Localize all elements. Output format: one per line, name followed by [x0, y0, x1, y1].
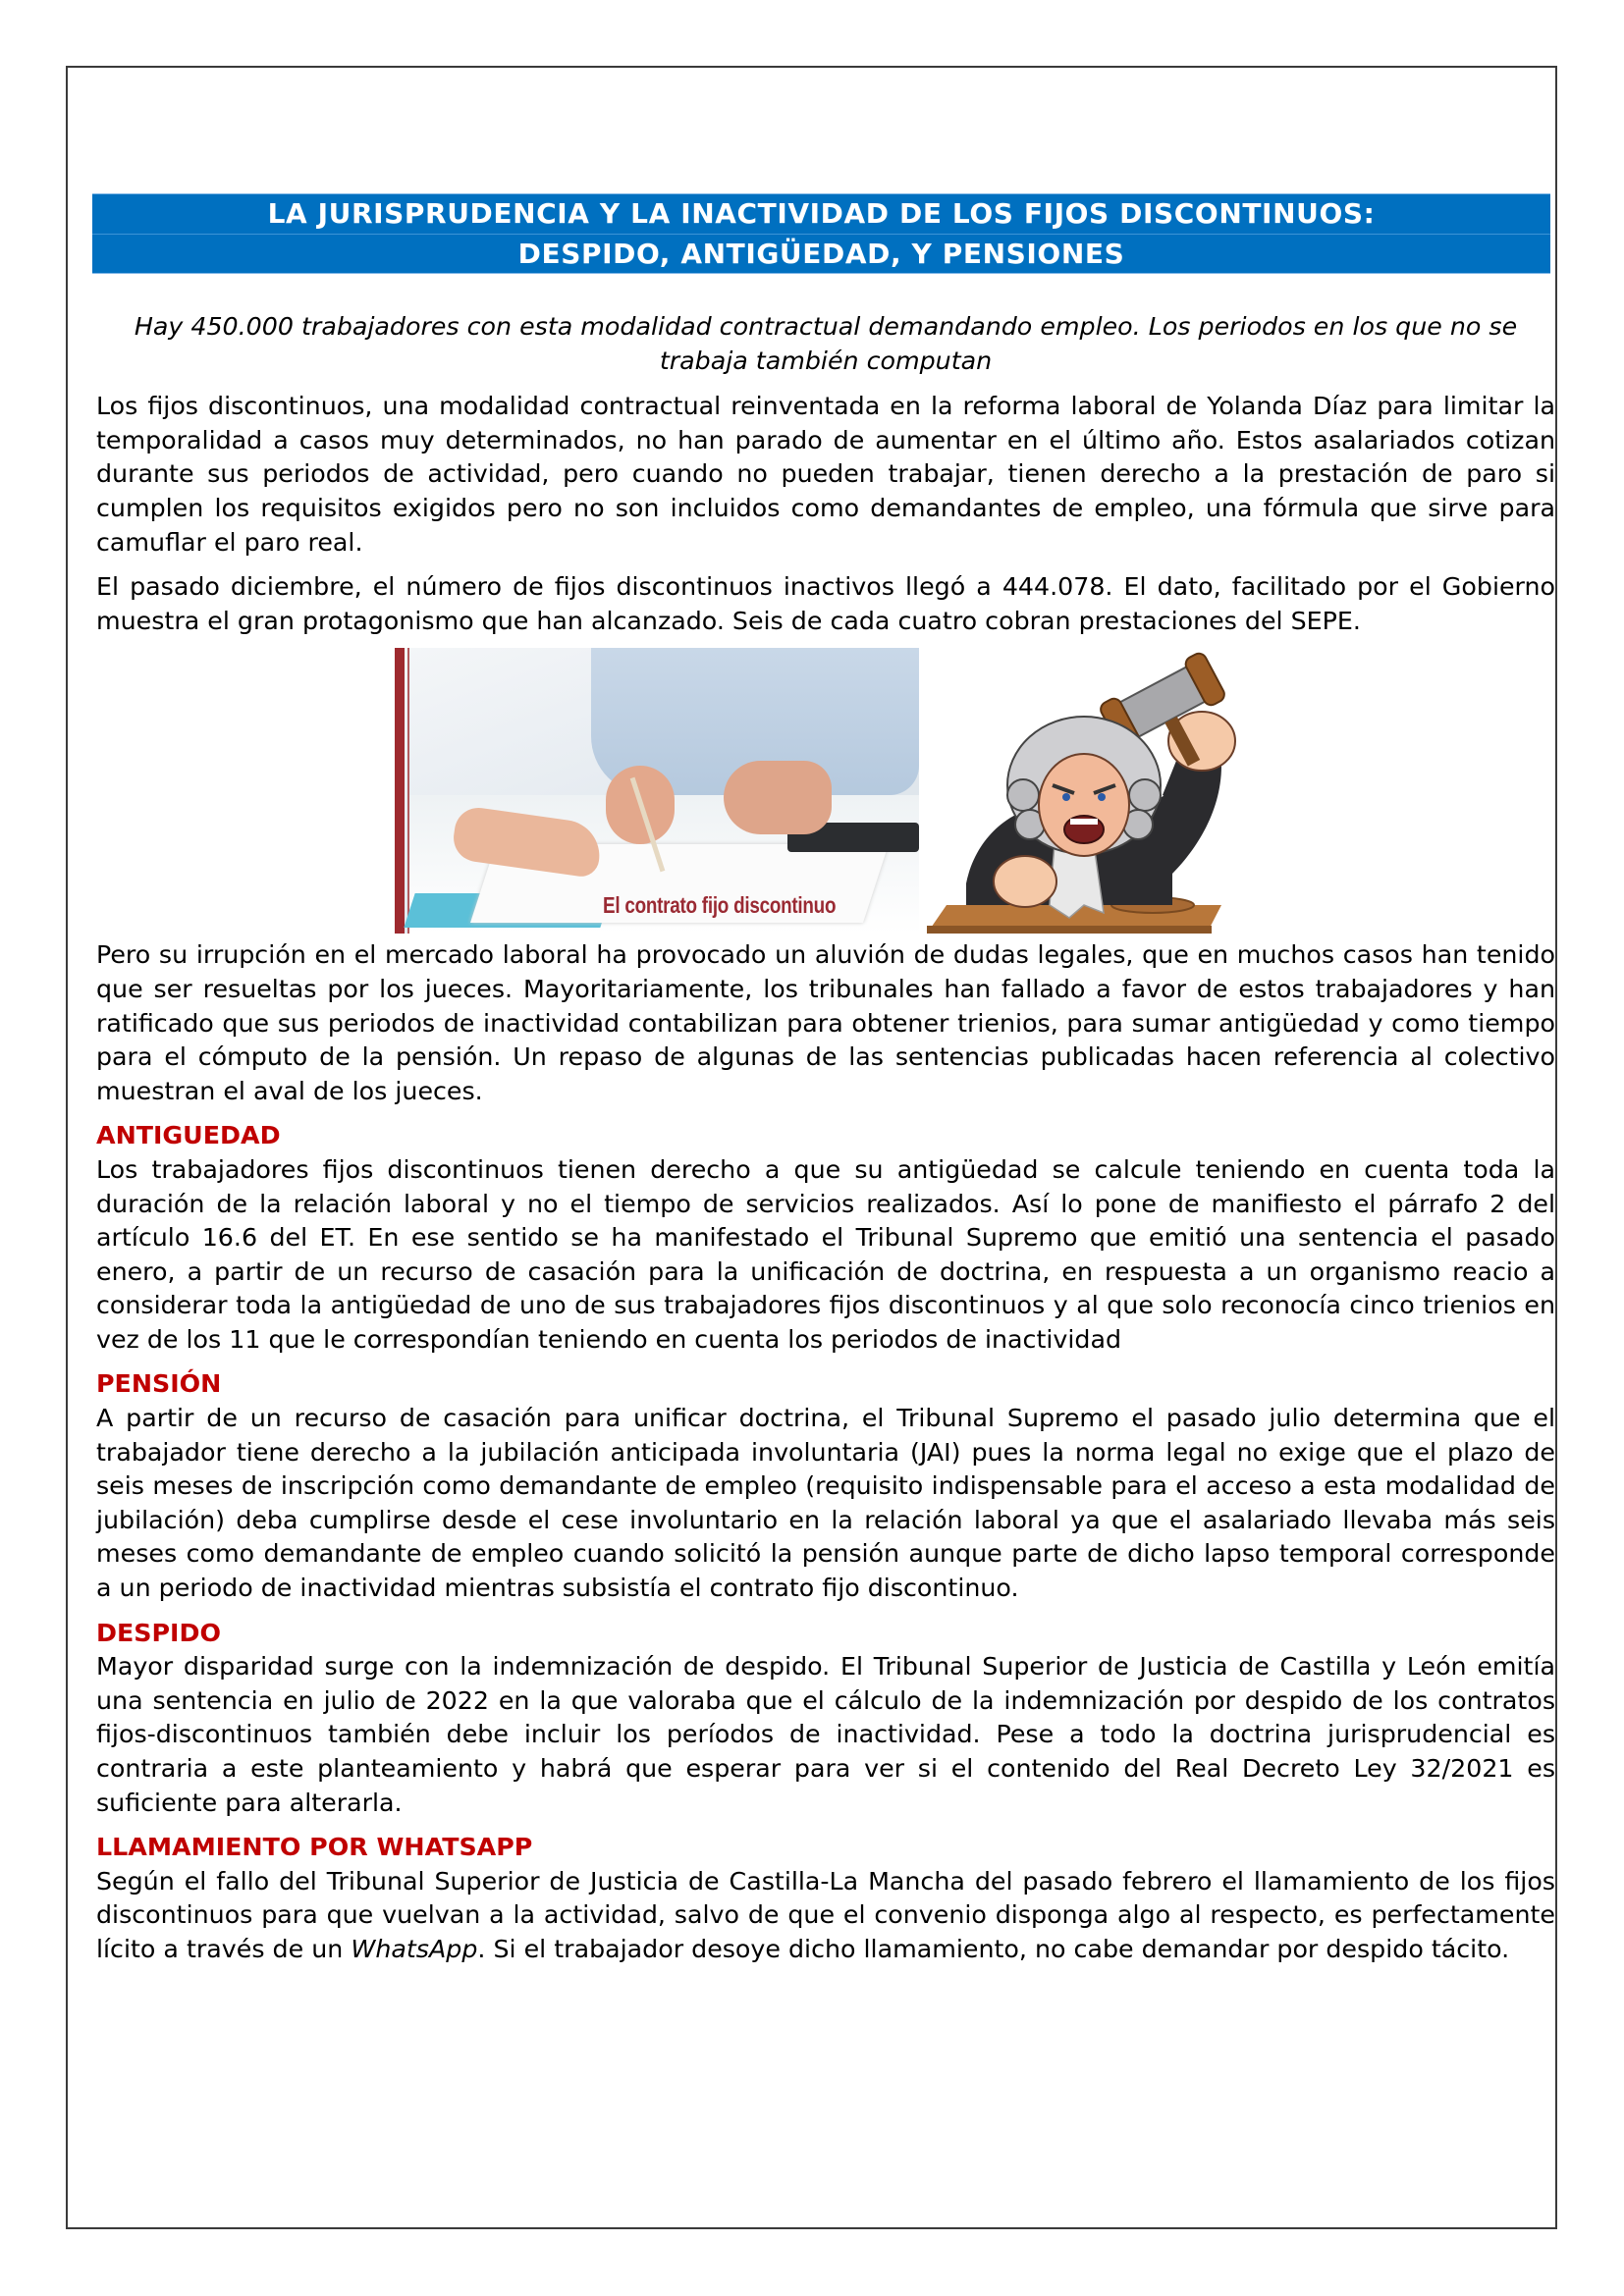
section-body-pension: A partir de un recurso de casación para unificar doctrina, el Tribunal Supremo el pasado julio determina que el trabajador tiene derecho a la jubilación anticipada involuntaria (JAI) pues la norma legal no exige que el plazo de seis meses de inscripción como demandante de empleo (requisito indispensable para el acceso a esta modalidad de jubilación) deba cumplirse desde el cese involuntario en la relación laboral ya que el asalariado llevaba más seis meses como demandante de empleo cuando solicitó la pensión aunque parte de dicho lapso temporal corresponde a un periodo de inactividad mientras subsistía el contrato fijo discontinuo. [96, 1404, 1555, 1603]
title-line-2: DESPIDO, ANTIGÜEDAD, Y PENSIONES [92, 234, 1550, 274]
judge-cartoon [927, 648, 1243, 934]
section-heading-antiguedad: ANTIGUEDAD [96, 1121, 281, 1150]
photo-border-stripe [395, 648, 405, 934]
context-paragraph: Pero su irrupción en el mercado laboral ha provocado un aluvión de dudas legales, que en muchos casos han tenido que ser resueltas por los jueces. Mayoritariamente, los tribunales han fallado a favor de estos trabajadores y han ratificado que sus periodos de inactividad contabilizan para obtener trienios, para sumar antigüedad y como tiempo para el cómputo de la pensión. Un repaso de algunas de las sentencias publicadas hacen referencia al colectivo muestran el aval de los jueces. [96, 940, 1555, 1105]
section-body-antiguedad: Los trabajadores fijos discontinuos tienen derecho a que su antigüedad se calcule teniendo en cuenta toda la duración de la relación laboral y no el tiempo de servicios realizados. Así lo pone de manifiesto el párrafo 2 del artículo 16.6 del ET. En ese sentido se ha manifestado el Tribunal Supremo que emitió una sentencia el pasado enero, a partir de un recurso de casación para la unificación de doctrina, en respuesta a un organismo reacio a considerar toda la antigüedad de uno de sus trabajadores fijos discontinuos y al que solo reconocía cinco trienios en vez de los 11 que le correspondían teniendo en cuenta los periodos de inactividad [96, 1154, 1555, 1354]
judge-bench-front [927, 926, 1212, 934]
contract-photo [395, 648, 919, 934]
whatsapp-italic-term: WhatsApp [351, 1934, 478, 1963]
article-body [96, 310, 1555, 1978]
image-row [96, 648, 1555, 938]
subtitle: Hay 450.000 trabajadores con esta modalidad contractual demandando empleo. Los periodos en los que no se trabaja también computan [134, 312, 1518, 375]
title-banner [92, 193, 1550, 274]
section-heading-whatsapp: LLAMAMIENTO POR WHATSAPP [96, 1833, 533, 1862]
judge-left-fist [994, 856, 1056, 907]
section-body-despido: Mayor disparidad surge con la indemnización de despido. El Tribunal Superior de Justicia de Castilla y León emitía una sentencia en julio de 2022 en la que valoraba que el cálculo de la indemnización por despido de los contratos fijos-discontinuos también debe incluir los períodos de inactividad. Pese a todo la doctrina jurisprudencial es contraria a este planteamiento y habrá que esperar para ver si el contenido del Real Decreto Ley 32/2021 es suficiente para alterarla. [96, 1652, 1555, 1817]
intro-paragraph-1: Los fijos discontinuos, una modalidad contractual reinventada en la reforma laboral de Yolanda Díaz para limitar la temporalidad a casos muy determinados, no han parado de aumentar en el último año. Estos asalariados cotizan durante sus periodos de actividad, pero cuando no pueden trabajar, tienen derecho a la prestación de paro si cumplen los requisitos exigidos pero no son incluidos como demandantes de empleo, una fórmula que sirve para camuflar el paro real. [96, 392, 1555, 557]
section-heading-despido: DESPIDO [96, 1618, 221, 1647]
section-body-whatsapp [96, 1865, 1555, 1967]
section-heading-pension: PENSIÓN [96, 1369, 222, 1399]
intro-paragraph-2: El pasado diciembre, el número de fijos discontinuos inactivos llegó a 444.078. El dato, facilitado por el Gobierno muestra el gran protagonismo que han alcanzado. Seis de cada cuatro cobran prestaciones del SEPE. [96, 572, 1555, 635]
whatsapp-body-start: Según el fallo del Tribunal Superior de Justicia de Castilla-La Mancha del pasado febrero el llamamiento de los fijos discontinuos para que vuelvan a la actividad, salvo de que el convenio disponga algo al respecto, es perfectamente lícito a través de un [96, 1866, 1555, 1963]
whatsapp-body-end: . Si el trabajador desoye dicho llamamiento, no cabe demandar por despido tácito. [477, 1934, 1510, 1963]
resting-hand-shape [724, 761, 832, 834]
title-line-1: LA JURISPRUDENCIA Y LA INACTIVIDAD DE LOS FIJOS DISCONTINUOS: [267, 197, 1376, 230]
contract-photo-caption: El contrato fijo discontinuo [603, 892, 837, 919]
